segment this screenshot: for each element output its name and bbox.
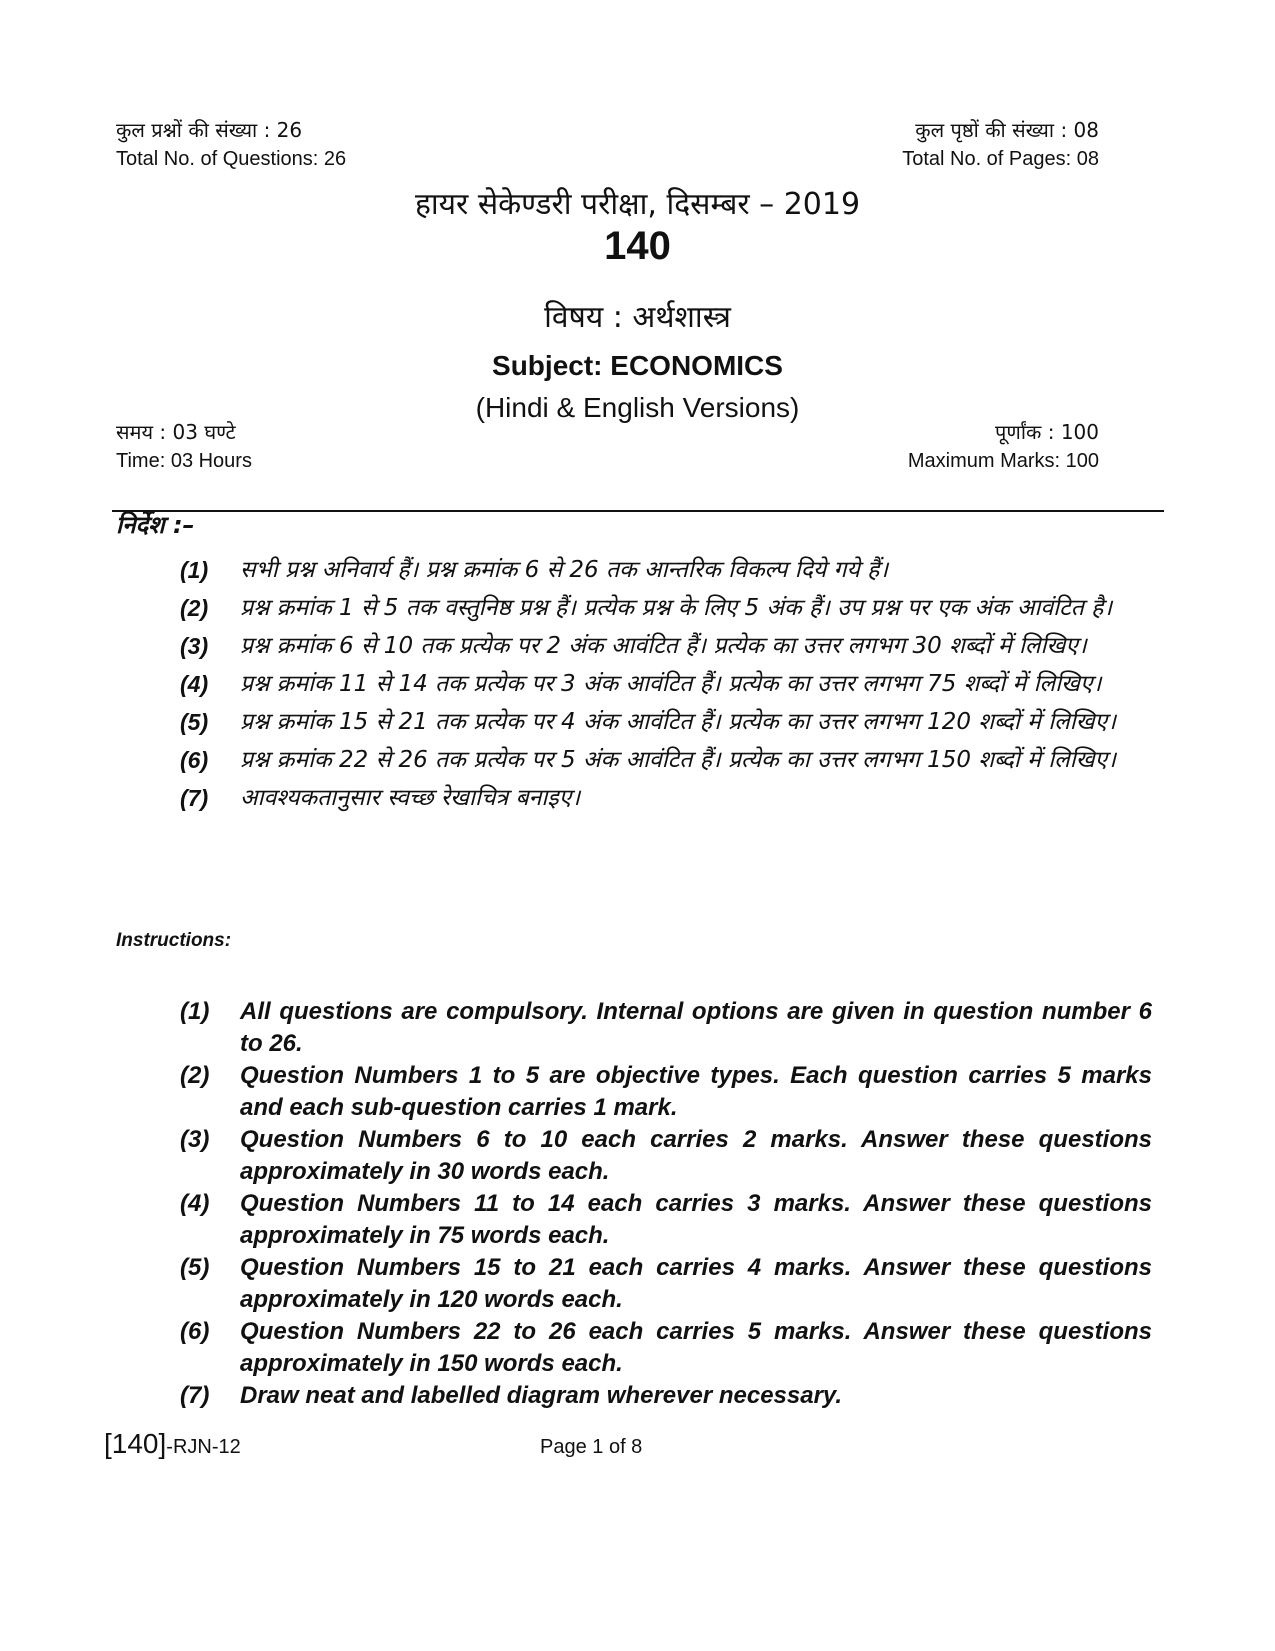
- time-hindi: समय : 03 घण्टे: [116, 420, 236, 444]
- item-text: प्रश्न क्रमांक 11 से 14 तक प्रत्येक पर 3 अंक आवंटित हैं। प्रत्येक का उत्तर लगभग 75 शब्दों में लिखिए।: [240, 671, 1102, 697]
- item-text: Question Numbers 1 to 5 are objective types. Each question carries 5 marks and each sub-question carries 1 mark.: [240, 1062, 1152, 1121]
- item-number: (2): [180, 1062, 210, 1089]
- item-number: (7): [180, 785, 209, 811]
- item-number: (3): [180, 633, 209, 659]
- pages-count-hindi: कुल पृष्ठों की संख्या : 08: [915, 118, 1099, 142]
- item-number: (1): [180, 557, 209, 583]
- item-text: प्रश्न क्रमांक 15 से 21 तक प्रत्येक पर 4 अंक आवंटित हैं। प्रत्येक का उत्तर लगभग 120 शब्दों में लिखिए।: [240, 709, 1116, 735]
- item-text: Draw neat and labelled diagram wherever necessary.: [240, 1382, 843, 1409]
- time-english: Time: 03 Hours: [116, 450, 252, 472]
- footer-code-main: [140]: [104, 1428, 167, 1459]
- footer-paper-code: [104, 1428, 241, 1460]
- questions-count-hindi: कुल प्रश्नों की संख्या : 26: [116, 118, 303, 142]
- item-number: (2): [180, 595, 209, 621]
- item-text: सभी प्रश्न अनिवार्य हैं। प्रश्न क्रमांक 6 से 26 तक आन्तरिक विकल्प दिये गये हैं।: [240, 557, 889, 583]
- page-number: Page 1 of 8: [540, 1436, 643, 1458]
- pages-count-english: Total No. of Pages: 08: [902, 148, 1099, 170]
- item-number: (7): [180, 1382, 210, 1409]
- max-marks-english: Maximum Marks: 100: [907, 450, 1099, 472]
- subject-hindi: विषय : अर्थशास्त्र: [544, 300, 731, 335]
- item-text: आवश्यकतानुसार स्वच्छ रेखाचित्र बनाइए।: [240, 785, 581, 811]
- header-divider: [112, 510, 1164, 512]
- exam-title: हायर सेकेण्डरी परीक्षा, दिसम्बर – 2019: [414, 187, 861, 222]
- instructions-list-hindi: [0, 554, 1275, 820]
- item-number: (6): [180, 747, 209, 773]
- item-text: Question Numbers 22 to 26 each carries 5 marks. Answer these questions approximately in 150 words each.: [240, 1318, 1152, 1377]
- list-item: [0, 1124, 1275, 1188]
- list-item: [0, 1060, 1275, 1124]
- instructions-list-english: [0, 996, 1275, 1412]
- questions-count-english: Total No. of Questions: 26: [116, 148, 347, 170]
- list-item: [0, 744, 1275, 776]
- subject-english: Subject: ECONOMICS: [492, 350, 783, 381]
- list-item: [0, 1316, 1275, 1380]
- list-item: [0, 592, 1275, 624]
- list-item: [0, 706, 1275, 738]
- list-item: [0, 996, 1275, 1060]
- max-marks-hindi: पूर्णांक : 100: [995, 420, 1099, 444]
- item-number: (5): [180, 709, 209, 735]
- list-item: [0, 1252, 1275, 1316]
- item-number: (4): [180, 671, 209, 697]
- footer-code-suffix: -RJN-12: [166, 1436, 241, 1458]
- item-text: All questions are compulsory. Internal options are given in question number 6 to 26.: [240, 998, 1152, 1057]
- item-text: प्रश्न क्रमांक 1 से 5 तक वस्तुनिष्ठ प्रश्न हैं। प्रत्येक प्रश्न के लिए 5 अंक हैं। उप प्रश्न पर एक अंक आवंटित है।: [240, 595, 1113, 621]
- versions-note: (Hindi & English Versions): [475, 392, 800, 423]
- list-item: [0, 554, 1275, 586]
- item-number: (4): [180, 1190, 210, 1217]
- list-item: [0, 782, 1275, 814]
- item-text: प्रश्न क्रमांक 6 से 10 तक प्रत्येक पर 2 अंक आवंटित हैं। प्रत्येक का उत्तर लगभग 30 शब्दों में लिखिए।: [240, 633, 1087, 659]
- item-text: Question Numbers 15 to 21 each carries 4 marks. Answer these questions approximately in 120 words each.: [240, 1254, 1152, 1313]
- item-text: Question Numbers 6 to 10 each carries 2 marks. Answer these questions approximately in 30 words each.: [240, 1126, 1152, 1185]
- list-item: [0, 668, 1275, 700]
- list-item: [0, 630, 1275, 662]
- item-number: (3): [180, 1126, 210, 1153]
- item-number: (1): [180, 998, 210, 1025]
- instructions-heading-english: Instructions:: [116, 930, 232, 951]
- list-item: [0, 1380, 1275, 1412]
- item-number: (6): [180, 1318, 210, 1345]
- paper-code: 140: [604, 224, 671, 268]
- item-text: Question Numbers 11 to 14 each carries 3 marks. Answer these questions approximately in 75 words each.: [240, 1190, 1152, 1249]
- instructions-heading-hindi: निर्देश :–: [116, 511, 195, 539]
- list-item: [0, 1188, 1275, 1252]
- item-number: (5): [180, 1254, 210, 1281]
- item-text: प्रश्न क्रमांक 22 से 26 तक प्रत्येक पर 5 अंक आवंटित हैं। प्रत्येक का उत्तर लगभग 150 शब्दों में लिखिए।: [240, 747, 1116, 773]
